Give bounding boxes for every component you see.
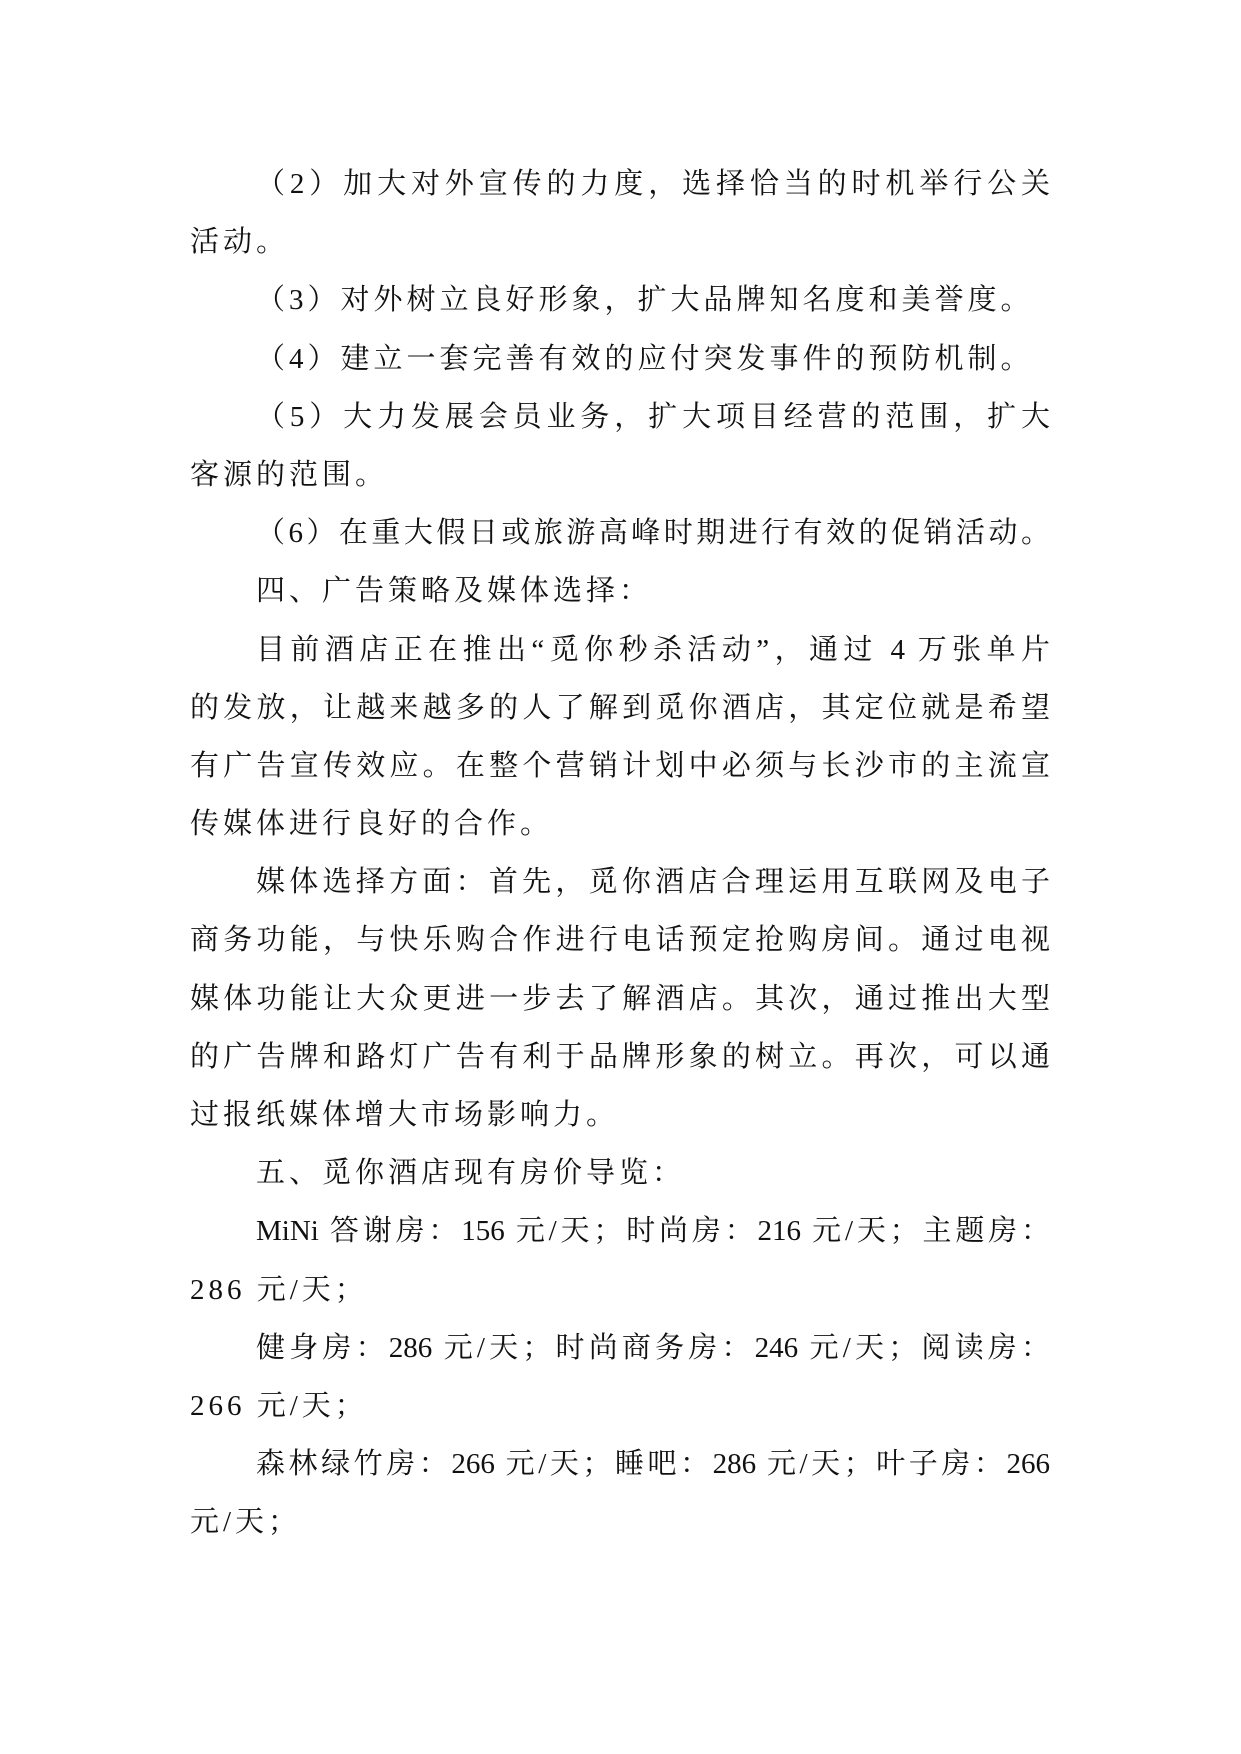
text-line: 客源的范围。 xyxy=(190,458,389,491)
text-line: （2）加大对外宣传的力度，选择恰当的时机举行公关 xyxy=(256,168,1050,200)
text-line: 的发放，让越来越多的人了解到觅你酒店，其定位就是希望 xyxy=(190,691,1050,724)
text-line: 森林绿竹房：266 元/天；睡吧：286 元/天；叶子房：266 xyxy=(256,1448,1050,1481)
paragraph xyxy=(190,271,1050,329)
text-line: 健身房：286 元/天；时尚商务房：246 元/天；阅读房： xyxy=(256,1331,1050,1364)
text-line: 活动。 xyxy=(190,226,290,259)
text-line: 286 元/天； xyxy=(190,1273,368,1306)
price-paragraph xyxy=(190,1435,1050,1551)
section-heading xyxy=(190,562,1050,620)
text-line: MiNi 答谢房：156 元/天；时尚房：216 元/天；主题房： xyxy=(256,1215,1050,1248)
text-line: （5）大力发展会员业务，扩大项目经营的范围，扩大 xyxy=(256,400,1050,433)
text-line: （6）在重大假日或旅游高峰时期进行有效的促销活动。 xyxy=(256,517,1050,550)
text-line: 传媒体进行良好的合作。 xyxy=(190,808,554,841)
paragraph xyxy=(190,621,1050,854)
text-line: 商务功能，与快乐购合作进行电话预定抢购房间。通过电视 xyxy=(190,924,1050,957)
text-line: 目前酒店正在推出“觅你秒杀活动”，通过 4 万张单片 xyxy=(256,633,1050,666)
text-line: 过报纸媒体增大市场影响力。 xyxy=(190,1099,620,1131)
text-line: 266 元/天； xyxy=(190,1389,368,1422)
text-line: （3）对外树立良好形象，扩大品牌知名度和美誉度。 xyxy=(256,284,1034,317)
heading-text: 四、广告策略及媒体选择： xyxy=(256,575,653,608)
heading-text: 五、觅你酒店现有房价导览： xyxy=(256,1157,686,1190)
paragraph xyxy=(190,504,1050,562)
text-line: 的广告牌和路灯广告有利于品牌形象的树立。再次，可以通 xyxy=(190,1040,1050,1073)
price-paragraph xyxy=(190,1319,1050,1435)
text-line: 元/天； xyxy=(190,1506,302,1539)
document-page xyxy=(190,155,1050,1552)
text-line: 有广告宣传效应。在整个营销计划中必须与长沙市的主流宣 xyxy=(190,749,1050,782)
paragraph xyxy=(190,388,1050,504)
paragraph xyxy=(190,330,1050,388)
text-line: 媒体功能让大众更进一步去了解酒店。其次，通过推出大型 xyxy=(190,982,1050,1015)
text-line: 媒体选择方面：首先，觅你酒店合理运用互联网及电子 xyxy=(256,866,1050,899)
paragraph xyxy=(190,853,1050,1144)
text-line: （4）建立一套完善有效的应付突发事件的预防机制。 xyxy=(256,342,1034,375)
section-heading xyxy=(190,1144,1050,1202)
paragraph xyxy=(190,155,1050,271)
price-paragraph xyxy=(190,1202,1050,1318)
